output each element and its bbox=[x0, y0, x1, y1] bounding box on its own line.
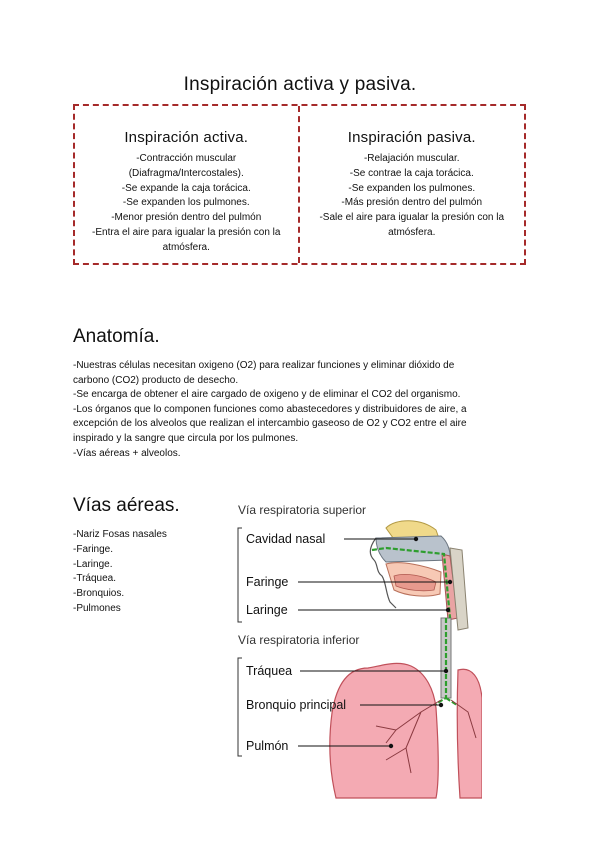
airways-item: -Laringe. bbox=[73, 558, 113, 570]
dot-trachea bbox=[444, 669, 448, 673]
passive-inspiration-heading: Inspiración pasiva. bbox=[347, 129, 476, 146]
label-trachea: Tráquea bbox=[246, 664, 293, 678]
anatomy-line: -Los órganos que lo componen funciones como abastecedores y distribuidores de aire, a bbox=[73, 403, 467, 415]
respiratory-diagram bbox=[236, 498, 482, 810]
passive-line: -Relajación muscular. bbox=[363, 153, 460, 164]
active-line: -Menor presión dentro del pulmón bbox=[111, 212, 262, 224]
anatomy-line: -Nuestras células necesitan oxigeno (O2) para realizar funciones y eliminar dióxido de bbox=[73, 360, 455, 371]
anatomy-line: carbono (CO2) producto de desecho. bbox=[73, 374, 239, 386]
anatomy-line: -Se encarga de obtener el aire cargado de oxigeno y de eliminar el CO2 del organismo. bbox=[73, 389, 461, 401]
active-inspiration-column bbox=[75, 106, 300, 263]
active-inspiration-heading: Inspiración activa. bbox=[124, 129, 249, 146]
dot-larynx bbox=[446, 608, 450, 612]
dot-pharynx bbox=[448, 580, 452, 584]
passive-line: -Se contrae la caja torácica. bbox=[349, 167, 474, 179]
upper-airway-heading: Vía respiratoria superior bbox=[238, 503, 367, 517]
label-nasal-cavity: Cavidad nasal bbox=[246, 532, 326, 546]
active-line: atmósfera. bbox=[162, 241, 210, 253]
airways-heading: Vías aéreas. bbox=[73, 495, 180, 516]
passive-line: -Más presión dentro del pulmón bbox=[341, 197, 483, 209]
label-pharynx: Faringe bbox=[246, 575, 289, 589]
airways-item: -Pulmones bbox=[73, 602, 121, 614]
dot-nasal-cavity bbox=[414, 537, 418, 541]
airways-item: -Tráquea. bbox=[73, 573, 116, 585]
airways-item: -Faringe. bbox=[73, 543, 114, 555]
lower-airway-heading: Vía respiratoria inferior bbox=[238, 633, 360, 647]
right-lung-shape bbox=[457, 669, 482, 798]
dot-lung bbox=[389, 744, 393, 748]
airways-item: -Bronquios. bbox=[73, 588, 125, 600]
anatomy-text bbox=[73, 359, 518, 461]
respiratory-diagram-svg bbox=[236, 498, 482, 810]
left-lung-shape bbox=[330, 663, 438, 798]
airways-list bbox=[73, 528, 167, 617]
passive-line: -Se expanden los pulmones. bbox=[348, 182, 476, 194]
active-line: (Diafragma/Intercostales). bbox=[128, 167, 244, 179]
active-line: -Se expanden los pulmones. bbox=[122, 197, 250, 209]
active-line: -Entra el aire para igualar la presión con la bbox=[92, 226, 281, 238]
label-bronchus: Bronquio principal bbox=[246, 698, 347, 712]
airways-item: -Nariz Fosas nasales bbox=[73, 529, 167, 540]
anatomy-line: excepción de los alveolos que realizan el intercambio gaseoso de O2 y CO2 entre el aire bbox=[73, 418, 467, 430]
inspiration-comparison-box bbox=[73, 104, 526, 265]
dot-bronchus bbox=[439, 703, 443, 707]
label-larynx: Laringe bbox=[246, 603, 288, 617]
lower-bracket bbox=[238, 658, 242, 756]
active-line: -Se expande la caja torácica. bbox=[121, 182, 251, 194]
passive-inspiration-column bbox=[300, 106, 525, 263]
label-lung: Pulmón bbox=[246, 739, 289, 753]
passive-line: atmósfera. bbox=[388, 226, 436, 238]
anatomy-line: inspirado y la sangre que circula por los pulmones. bbox=[73, 432, 299, 444]
active-line: -Contracción muscular bbox=[136, 153, 237, 164]
page-title: Inspiración activa y pasiva. bbox=[183, 74, 417, 95]
upper-bracket bbox=[238, 528, 242, 622]
anatomy-line: -Vías aéreas + alveolos. bbox=[73, 447, 181, 459]
anatomy-heading: Anatomía. bbox=[73, 326, 160, 347]
passive-line: -Sale el aire para igualar la presión con la bbox=[319, 212, 505, 224]
